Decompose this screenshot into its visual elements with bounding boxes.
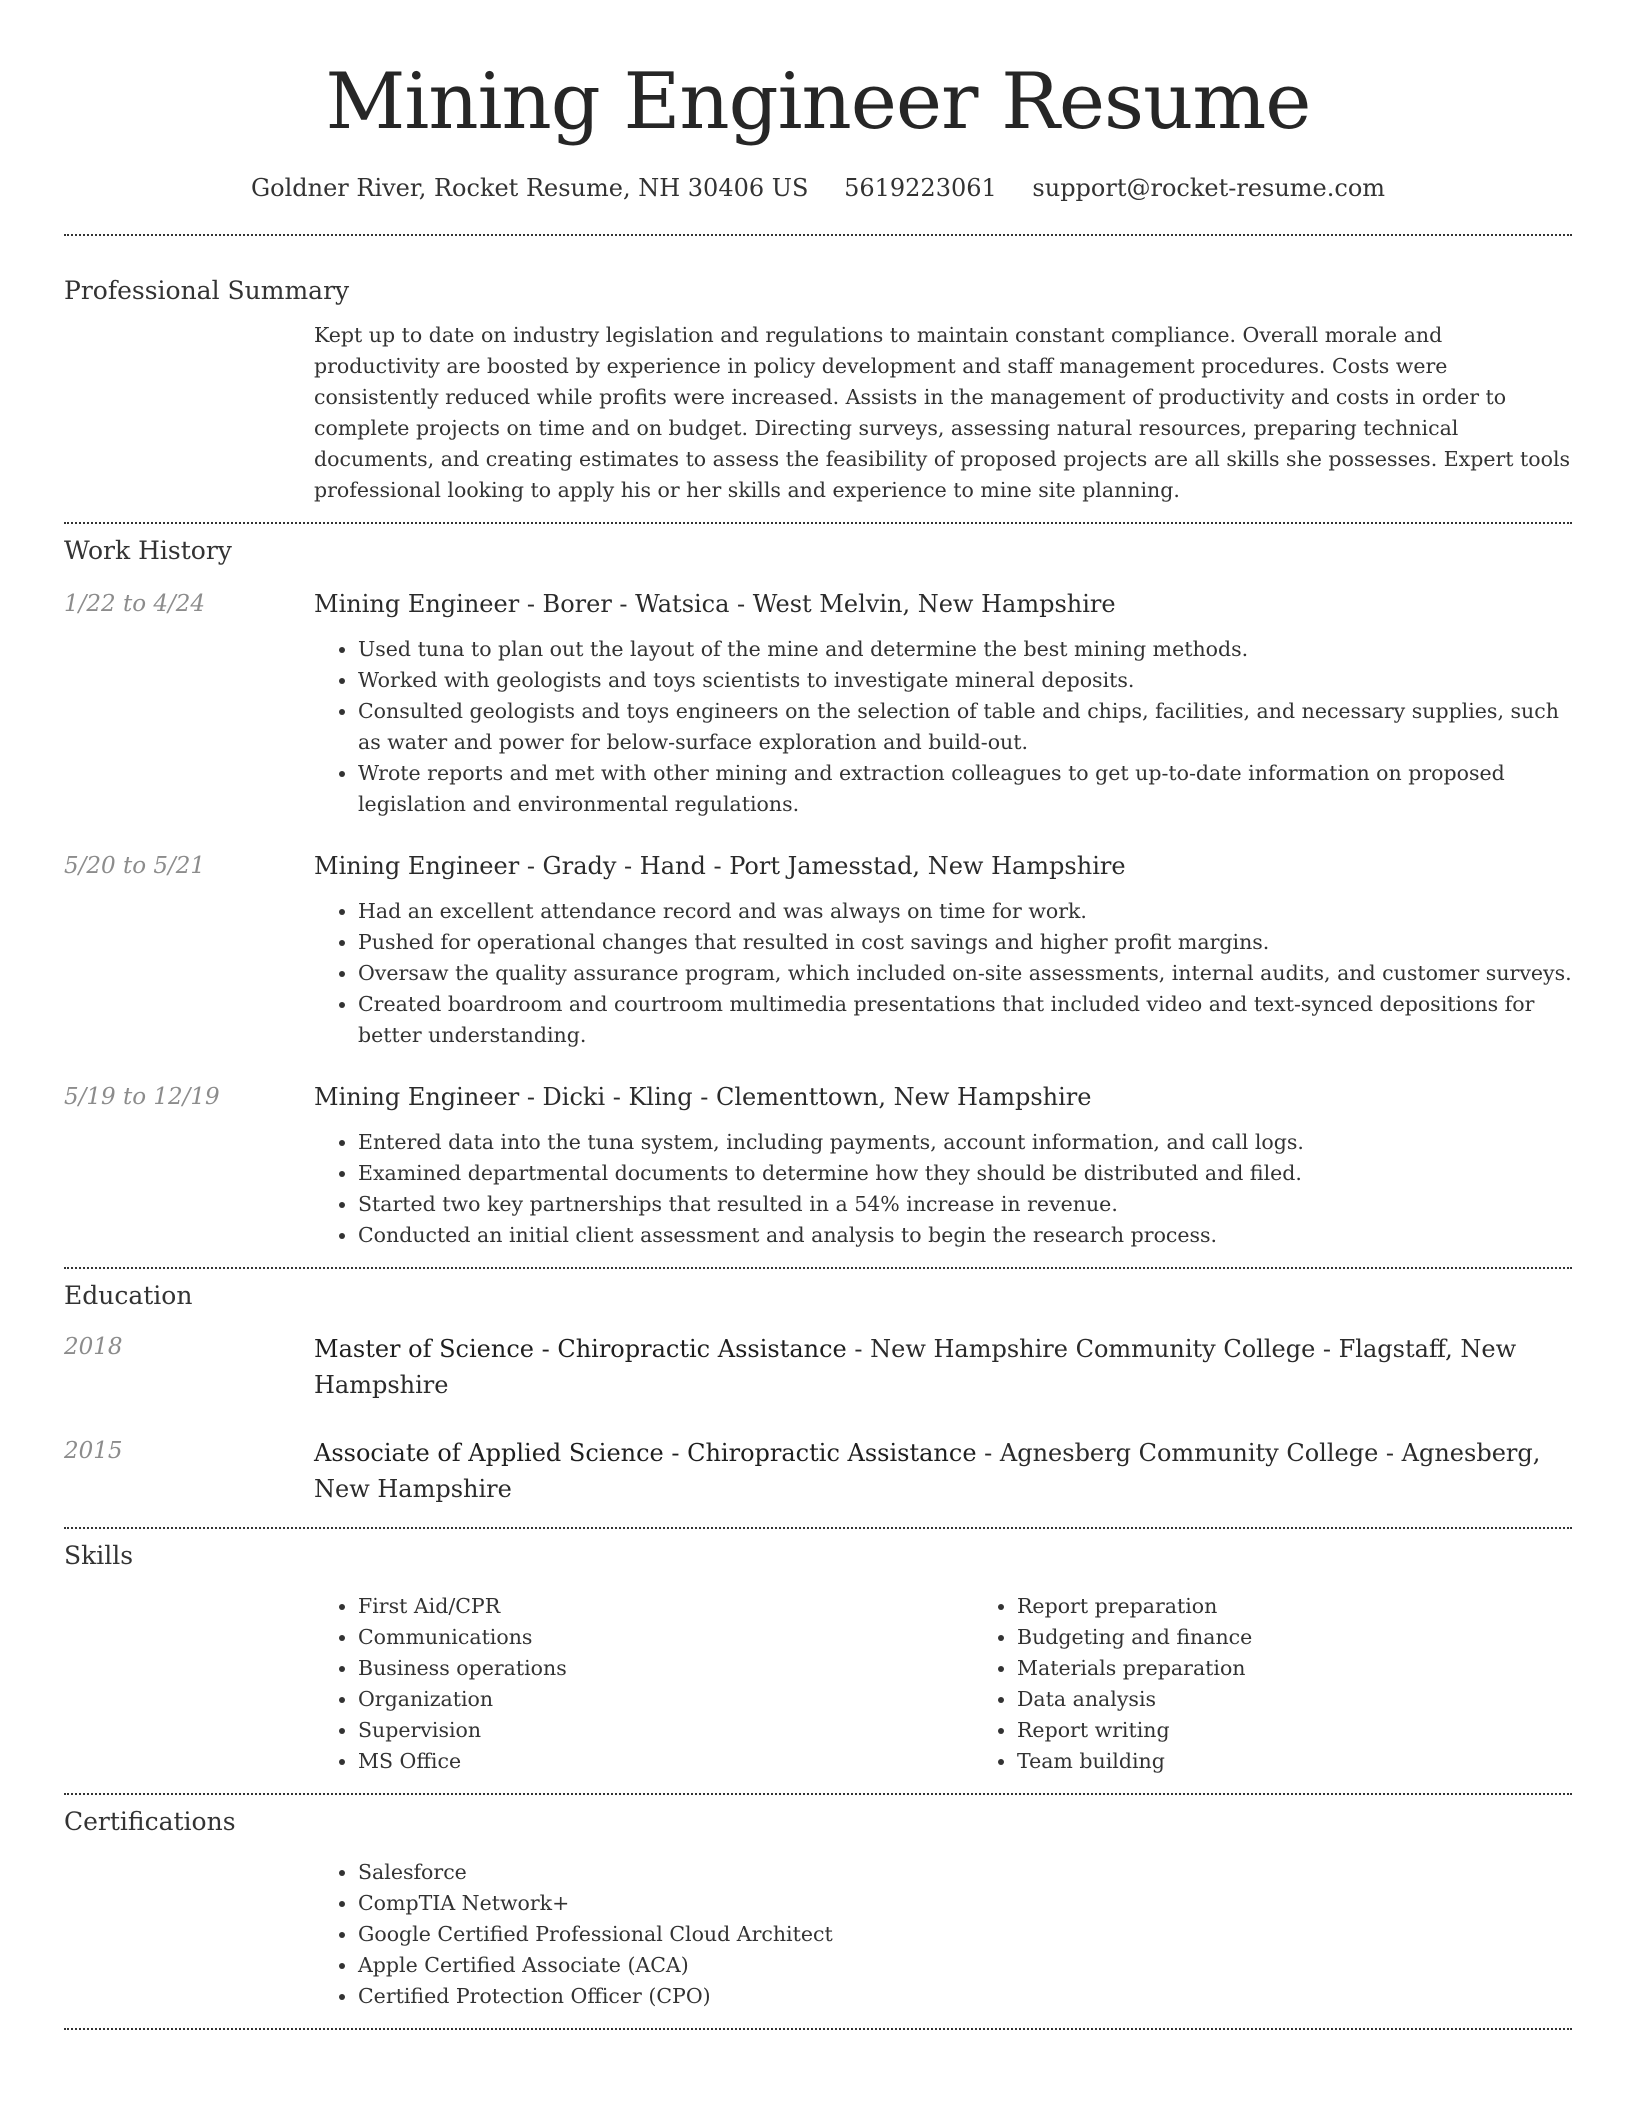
school-info: - Agnesberg Community College - Agnesberg, New Hampshire <box>314 1439 1541 1503</box>
list-item: • Team building <box>1017 1746 1632 1777</box>
list-item: • Materials preparation <box>1017 1653 1632 1684</box>
list-item: • Report writing <box>1017 1715 1632 1746</box>
list-item: • First Aid/CPR <box>358 1591 973 1622</box>
list-item: • Started two key partnerships that resulted in a 54% increase in revenue. <box>358 1189 1572 1220</box>
list-item: • Certified Protection Officer (CPO) <box>358 1981 1572 2012</box>
certifications-section <box>64 1805 1572 2012</box>
page-title: Mining Engineer Resume <box>325 57 1311 147</box>
contact-line <box>64 172 1572 204</box>
list-item: • Worked with geologists and toys scientists to investigate mineral deposits. <box>358 665 1572 696</box>
list-item: • Communications <box>358 1622 973 1653</box>
job-entry <box>64 1081 1572 1251</box>
job-title: Mining Engineer - Borer - Watsica - West Melvin, New Hampshire <box>314 590 1116 618</box>
list-item: • Budgeting and finance <box>1017 1622 1632 1653</box>
list-item: • Apple Certified Associate (ACA) <box>358 1950 1572 1981</box>
summary-text: Kept up to date on industry legislation and regulations to maintain constant compliance. Overall morale and productivity are boosted by experience in policy development and staff management procedures. Costs were consistently reduced while profits were increased. Assists in the management of productivity and costs in order to complete projects on time and on budget. Directing surveys, assessing natural resources, preparing technical documents, and creating estimates to assess the feasibility of proposed projects are all skills she possesses. Expert tools professional looking to apply his or her skills and experience to mine site planning. <box>314 323 1571 502</box>
degree-name: Master of Science - Chiropractic Assistance <box>314 1335 847 1363</box>
list-item: • Examined departmental documents to determine how they should be distributed and filed. <box>358 1158 1572 1189</box>
list-item: • Data analysis <box>1017 1684 1632 1715</box>
school-info: - New Hampshire Community College - Flagstaff, New Hampshire <box>314 1335 1517 1399</box>
degree-name: Associate of Applied Science - Chiropractic Assistance <box>314 1439 977 1467</box>
job-entry <box>64 588 1572 820</box>
divider <box>64 1793 1572 1795</box>
divider <box>64 522 1572 524</box>
education-entry <box>64 1331 1572 1403</box>
education-entry <box>64 1435 1572 1507</box>
list-item: • Wrote reports and met with other mining and extraction colleagues to get up-to-date information on proposed legislation and environmental regulations. <box>358 758 1572 820</box>
resume-page <box>64 0 1572 2030</box>
job-bullets <box>314 896 1572 1051</box>
skills-heading: Skills <box>64 1541 134 1570</box>
job-dates: 1/22 to 4/24 <box>64 591 206 617</box>
job-title: Mining Engineer - Grady - Hand - Port Jamesstad, New Hampshire <box>314 852 1126 880</box>
job-bullets <box>314 634 1572 820</box>
job-dates: 5/19 to 12/19 <box>64 1084 220 1110</box>
divider <box>64 1267 1572 1269</box>
list-item: • MS Office <box>358 1746 973 1777</box>
divider <box>64 234 1572 236</box>
list-item: • Report preparation <box>1017 1591 1632 1622</box>
education-year: 2015 <box>64 1438 123 1464</box>
certifications-heading: Certifications <box>64 1807 236 1836</box>
list-item: • Organization <box>358 1684 973 1715</box>
contact-email: support@rocket-resume.com <box>1032 174 1386 202</box>
list-item: • Google Certified Professional Cloud Architect <box>358 1919 1572 1950</box>
list-item: • Used tuna to plan out the layout of the mine and determine the best mining methods. <box>358 634 1572 665</box>
certifications-list <box>314 1857 1572 2012</box>
list-item: • Conducted an initial client assessment and analysis to begin the research process. <box>358 1220 1572 1251</box>
skills-list-left <box>314 1591 973 1777</box>
job-title: Mining Engineer - Dicki - Kling - Clementtown, New Hampshire <box>314 1083 1092 1111</box>
list-item: • Had an excellent attendance record and was always on time for work. <box>358 896 1572 927</box>
education-year: 2018 <box>64 1334 123 1360</box>
contact-phone: 5619223061 <box>844 174 997 202</box>
list-item: • Created boardroom and courtroom multimedia presentations that included video and text-synced depositions for better understanding. <box>358 989 1572 1051</box>
work-heading: Work History <box>64 536 232 565</box>
contact-address: Goldner River, Rocket Resume, NH 30406 US <box>250 174 809 202</box>
skills-list-right <box>973 1591 1632 1777</box>
list-item: • Salesforce <box>358 1857 1572 1888</box>
list-item: • Pushed for operational changes that resulted in cost savings and higher profit margins. <box>358 927 1572 958</box>
job-dates: 5/20 to 5/21 <box>64 853 206 879</box>
list-item: • Business operations <box>358 1653 973 1684</box>
job-bullets <box>314 1127 1572 1251</box>
divider <box>64 1527 1572 1529</box>
divider <box>64 2028 1572 2030</box>
list-item: • CompTIA Network+ <box>358 1888 1572 1919</box>
list-item: • Supervision <box>358 1715 973 1746</box>
work-section <box>64 534 1572 1251</box>
education-section <box>64 1279 1572 1507</box>
list-item: • Oversaw the quality assurance program, which included on-site assessments, internal audits, and customer surveys. <box>358 958 1572 989</box>
skills-section <box>64 1539 1572 1777</box>
summary-section <box>64 274 1572 506</box>
list-item: • Entered data into the tuna system, including payments, account information, and call logs. <box>358 1127 1572 1158</box>
list-item: • Consulted geologists and toys engineers on the selection of table and chips, facilities, and necessary supplies, such as water and power for below-surface exploration and build-out. <box>358 696 1572 758</box>
summary-heading: Professional Summary <box>64 276 350 305</box>
education-heading: Education <box>64 1281 193 1310</box>
job-entry <box>64 850 1572 1051</box>
